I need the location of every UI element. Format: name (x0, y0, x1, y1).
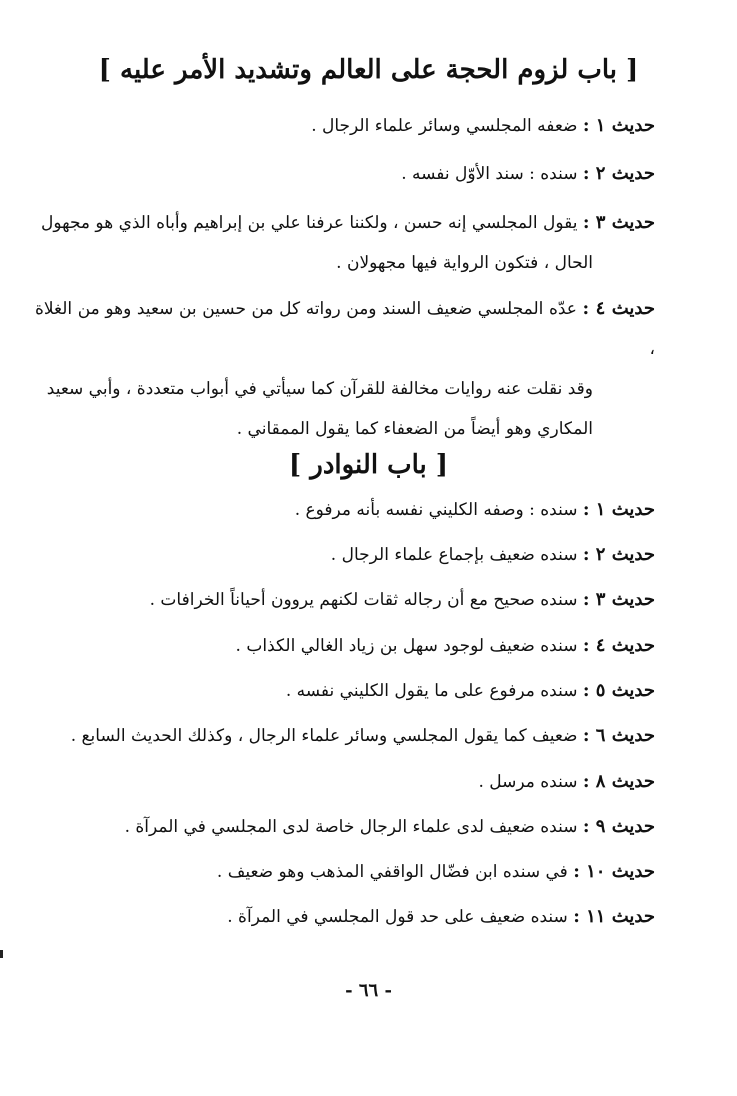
hadith-entry (35, 154, 655, 194)
hadith-entry (35, 203, 655, 283)
hadith-label: حديث ١ : (582, 115, 655, 136)
hadith-entry (35, 535, 655, 575)
hadith-entry (35, 897, 655, 937)
hadith-text: سنده ضعيف على حد قول المجلسي في المرآة . (227, 907, 568, 927)
hadith-text: ضعيف كما يقول المجلسي وسائر علماء الرجال ، وكذلك الحديث السابع . (70, 726, 578, 746)
hadith-entry (35, 716, 655, 756)
hadith-text: سنده مرفوع على ما يقول الكليني نفسه . (285, 681, 578, 701)
hadith-text: سنده ضعيف لوجود سهل بن زياد الغالي الكذاب . (235, 636, 578, 656)
hadith-text: في سنده ابن فضّال الواقفي المذهب وهو ضعيف . (216, 862, 568, 882)
hadith-text: ضعفه المجلسي وسائر علماء الرجال . (311, 116, 578, 136)
hadith-text: سنده صحيح مع أن رجاله ثقات لكنهم يروون أحياناً الخرافات . (149, 590, 578, 610)
hadith-entry (35, 807, 655, 847)
hadith-text: سنده ضعيف بإجماع علماء الرجال . (330, 545, 578, 565)
hadith-label: حديث ٤ : (582, 635, 655, 656)
hadith-entry (35, 580, 655, 620)
hadith-text: سنده : وصفه الكليني نفسه بأنه مرفوع . (294, 500, 578, 520)
hadith-label: حديث ١ : (582, 499, 655, 520)
hadith-label: حديث ٩ : (582, 816, 655, 837)
hadith-text: سنده مرسل . (478, 772, 578, 792)
section-title-1: [ باب لزوم الحجة على العالم وتشديد الأمر عليه ] (98, 55, 639, 85)
hadith-label: حديث ٣ : (582, 212, 655, 233)
hadith-text-continuation: وقد نقلت عنه روايات مخالفة للقرآن كما سيأتي في أبواب متعددة ، وأبي سعيد (46, 379, 593, 399)
hadith-text-continuation: الحال ، فتكون الرواية فيها مجهولان . (336, 253, 593, 273)
hadith-entry (35, 852, 655, 892)
hadith-entry (35, 626, 655, 666)
hadith-text: سنده ضعيف لدى علماء الرجال خاصة لدى المجلسي في المرآة . (124, 817, 578, 837)
hadith-text: عدّه المجلسي ضعيف السند ومن رواته كل من حسين بن سعيد وهو من الغلاة ، (35, 299, 655, 359)
hadith-entry (35, 671, 655, 711)
section-title-2: [ باب النوادر ] (288, 450, 449, 480)
hadith-entry (35, 762, 655, 802)
hadith-label: حديث ٤ : (582, 298, 655, 319)
hadith-entry (35, 289, 655, 449)
hadith-label: حديث ١١ : (573, 906, 655, 927)
hadith-label: حديث ٨ : (582, 771, 655, 792)
hadith-label: حديث ٢ : (582, 163, 655, 184)
hadith-label: حديث ٦ : (582, 725, 655, 746)
hadith-label: حديث ٥ : (582, 680, 655, 701)
hadith-text-continuation: المكاري وهو أيضاً من الضعفاء كما يقول الممقاني . (236, 419, 593, 439)
hadith-text: يقول المجلسي إنه حسن ، ولكننا عرفنا علي بن إبراهيم وأباه الذي هو مجهول (40, 213, 578, 233)
hadith-label: حديث ٢ : (582, 544, 655, 565)
page-number: - ٦٦ - (345, 980, 392, 1001)
hadith-entry (35, 490, 655, 530)
hadith-entry (35, 106, 655, 146)
scan-mark (0, 950, 3, 958)
hadith-label: حديث ١٠ : (573, 861, 655, 882)
hadith-text: سنده : سند الأوّل نفسه . (401, 164, 578, 184)
hadith-label: حديث ٣ : (582, 589, 655, 610)
